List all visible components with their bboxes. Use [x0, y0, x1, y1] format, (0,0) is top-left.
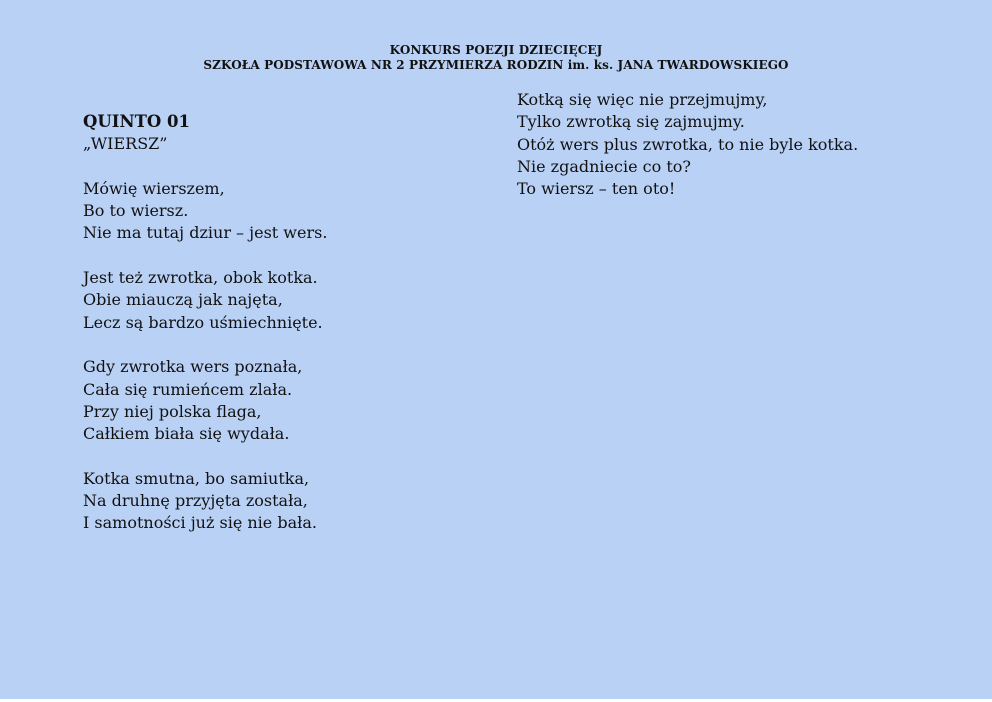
contest-header: [0, 43, 992, 73]
stanza: [517, 89, 957, 200]
poem-line: Tylko zwrotką się zajmujmy.: [517, 112, 745, 132]
poem-line: Otóż wers plus zwrotka, to nie byle kotka.: [517, 134, 859, 154]
poem-line: Lecz są bardzo uśmiechnięte.: [83, 312, 323, 332]
poem-line: Całkiem biała się wydała.: [83, 424, 290, 444]
poem-line: Kotką się więc nie przejmujmy,: [517, 90, 768, 109]
poem-line: Kotka smutna, bo samiutka,: [83, 468, 310, 488]
poem-line: Gdy zwrotka wers poznała,: [83, 357, 303, 377]
poem-line: Jest też zwrotka, obok kotka.: [83, 268, 318, 288]
poem-left-column: [83, 111, 483, 557]
poem-title: „WIERSZ”: [83, 134, 168, 154]
poem-line: To wiersz – ten oto!: [517, 179, 676, 199]
stanza: [83, 178, 483, 245]
poem-line: Cała się rumieńcem zlała.: [83, 379, 293, 399]
poem-line: Na druhnę przyjęta została,: [83, 491, 308, 511]
school-name: SZKOŁA PODSTAWOWA NR 2 PRZYMIERZA RODZIN im. ks. JANA TWARDOWSKIEGO: [203, 58, 789, 72]
poem-line: Obie miauczą jak najęta,: [83, 290, 283, 310]
poem-line: Przy niej polska flaga,: [83, 401, 262, 421]
stanza: [83, 267, 483, 334]
poem-right-column: [517, 89, 957, 223]
right-stanzas: [517, 89, 957, 200]
poem-line: Nie zgadniecie co to?: [517, 156, 691, 176]
poem-line: Mówię wierszem,: [83, 178, 225, 198]
stanza: [83, 468, 483, 535]
stanza: [83, 356, 483, 445]
left-stanzas: [83, 178, 483, 535]
poem-line: Nie ma tutaj dziur – jest wers.: [83, 223, 328, 243]
poem-line: Bo to wiersz.: [83, 201, 189, 221]
poem-line: I samotności już się nie bała.: [83, 513, 317, 533]
contest-title: KONKURS POEZJI DZIECIĘCEJ: [389, 43, 603, 57]
poem-title-block: [83, 111, 483, 156]
poem-author: QUINTO 01: [83, 112, 190, 131]
